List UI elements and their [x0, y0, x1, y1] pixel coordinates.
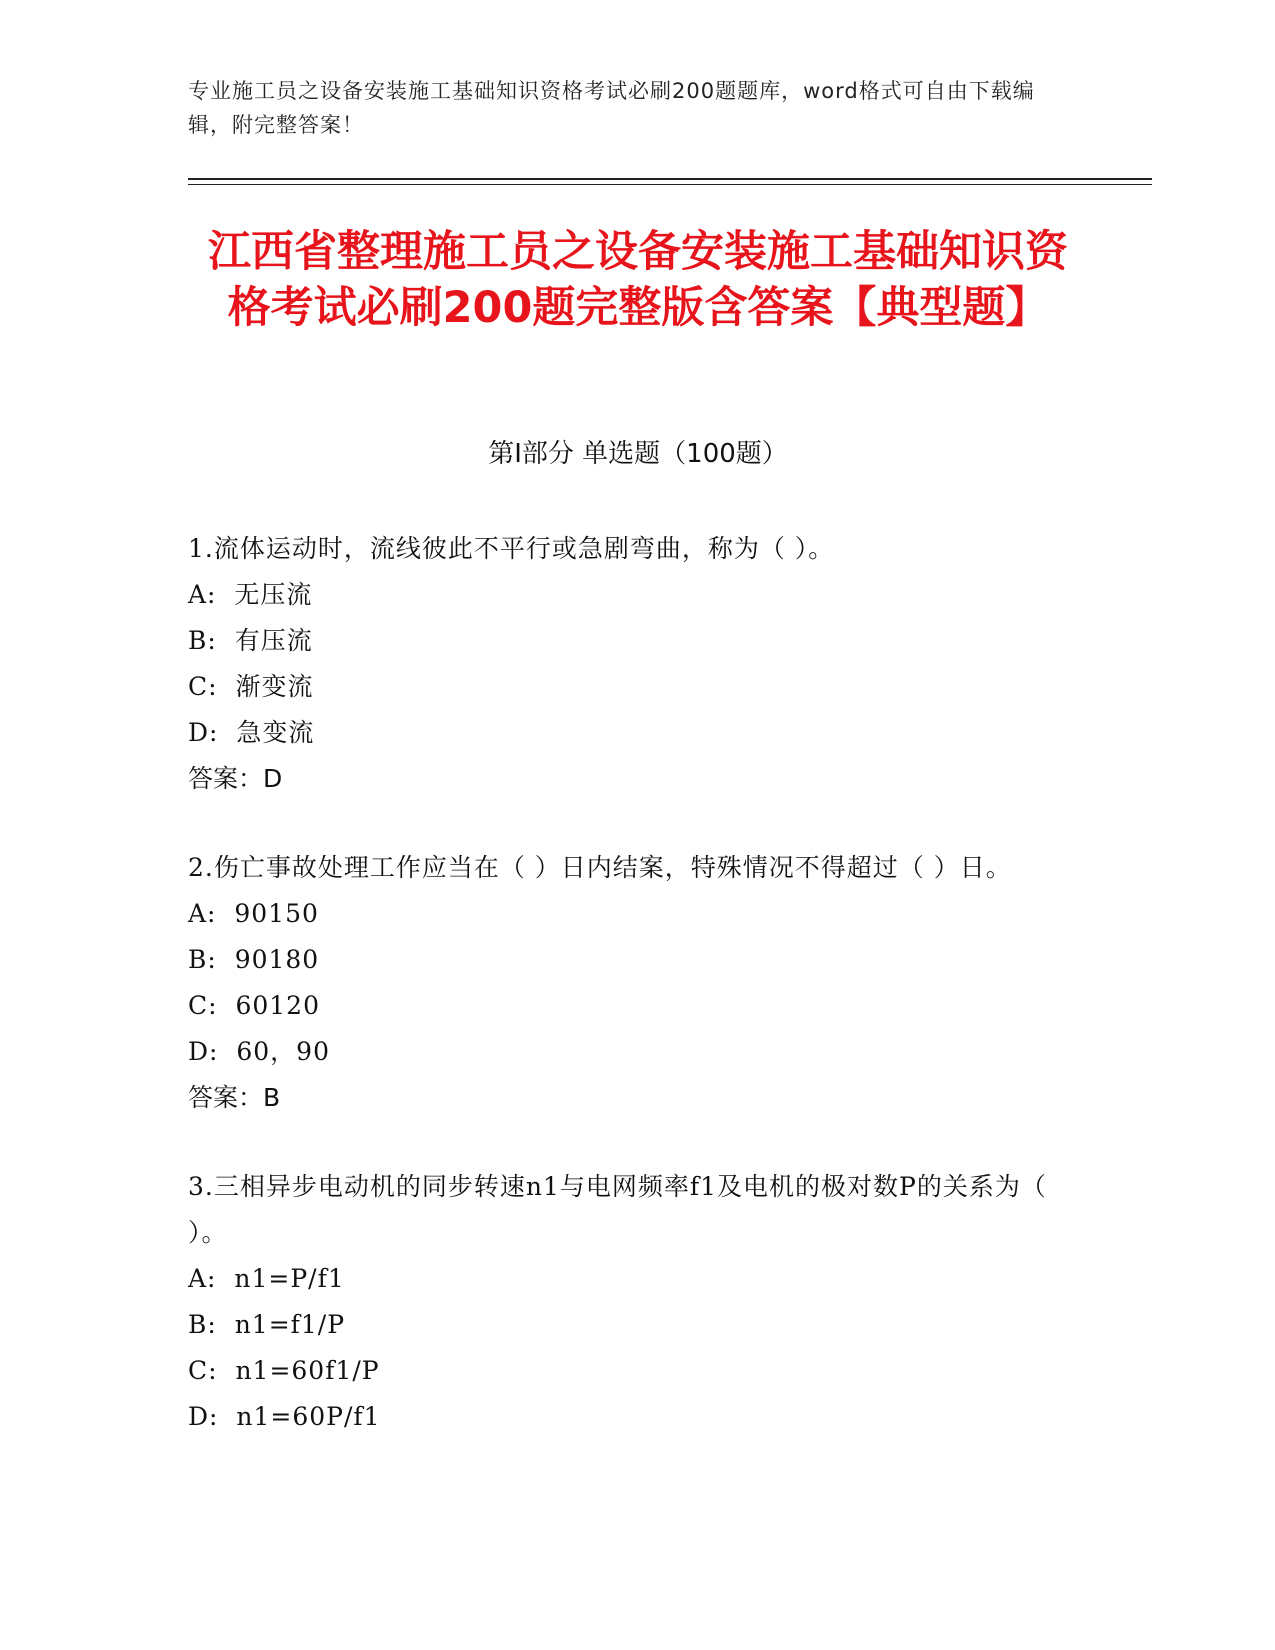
option-c: C: 60120 — [188, 991, 320, 1020]
document-title: 江西省整理施工员之设备安装施工基础知识资格考试必刷200题完整版含答案【典型题】 — [208, 227, 1068, 333]
option-d: D: 60，90 — [188, 1037, 330, 1066]
answer: 答案：B — [188, 1083, 281, 1112]
section-heading: 第I部分 单选题（100题） — [488, 439, 788, 469]
answer: 答案：D — [188, 764, 283, 793]
header-divider-thick — [188, 178, 1152, 180]
question-list — [188, 526, 1068, 1483]
question-3 — [188, 1164, 1068, 1440]
option-c: C: n1=60f1/P — [188, 1356, 380, 1385]
header-divider-thin — [188, 184, 1152, 185]
option-d: D: n1=60P/f1 — [188, 1402, 381, 1431]
header-note: 专业施工员之设备安装施工基础知识资格考试必刷200题题库，word格式可自由下载编辑，附完整答案！ — [188, 79, 1035, 137]
option-a: A: 90150 — [188, 899, 319, 928]
question-stem: 1.流体运动时，流线彼此不平行或急剧弯曲，称为（ ）。 — [188, 534, 835, 563]
option-b: B: n1=f1/P — [188, 1310, 346, 1339]
option-b: B: 有压流 — [188, 626, 313, 655]
option-d: D: 急变流 — [188, 718, 315, 747]
option-c: C: 渐变流 — [188, 672, 314, 701]
question-1 — [188, 526, 1068, 802]
question-stem: 3.三相异步电动机的同步转速n1与电网频率f1及电机的极对数P的关系为（ ）。 — [188, 1172, 1047, 1247]
question-stem: 2.伤亡事故处理工作应当在（ ）日内结案，特殊情况不得超过（ ）日。 — [188, 853, 1012, 882]
option-a: A: 无压流 — [188, 580, 313, 609]
option-a: A: n1=P/f1 — [188, 1264, 345, 1293]
option-b: B: 90180 — [188, 945, 320, 974]
question-2 — [188, 845, 1068, 1121]
